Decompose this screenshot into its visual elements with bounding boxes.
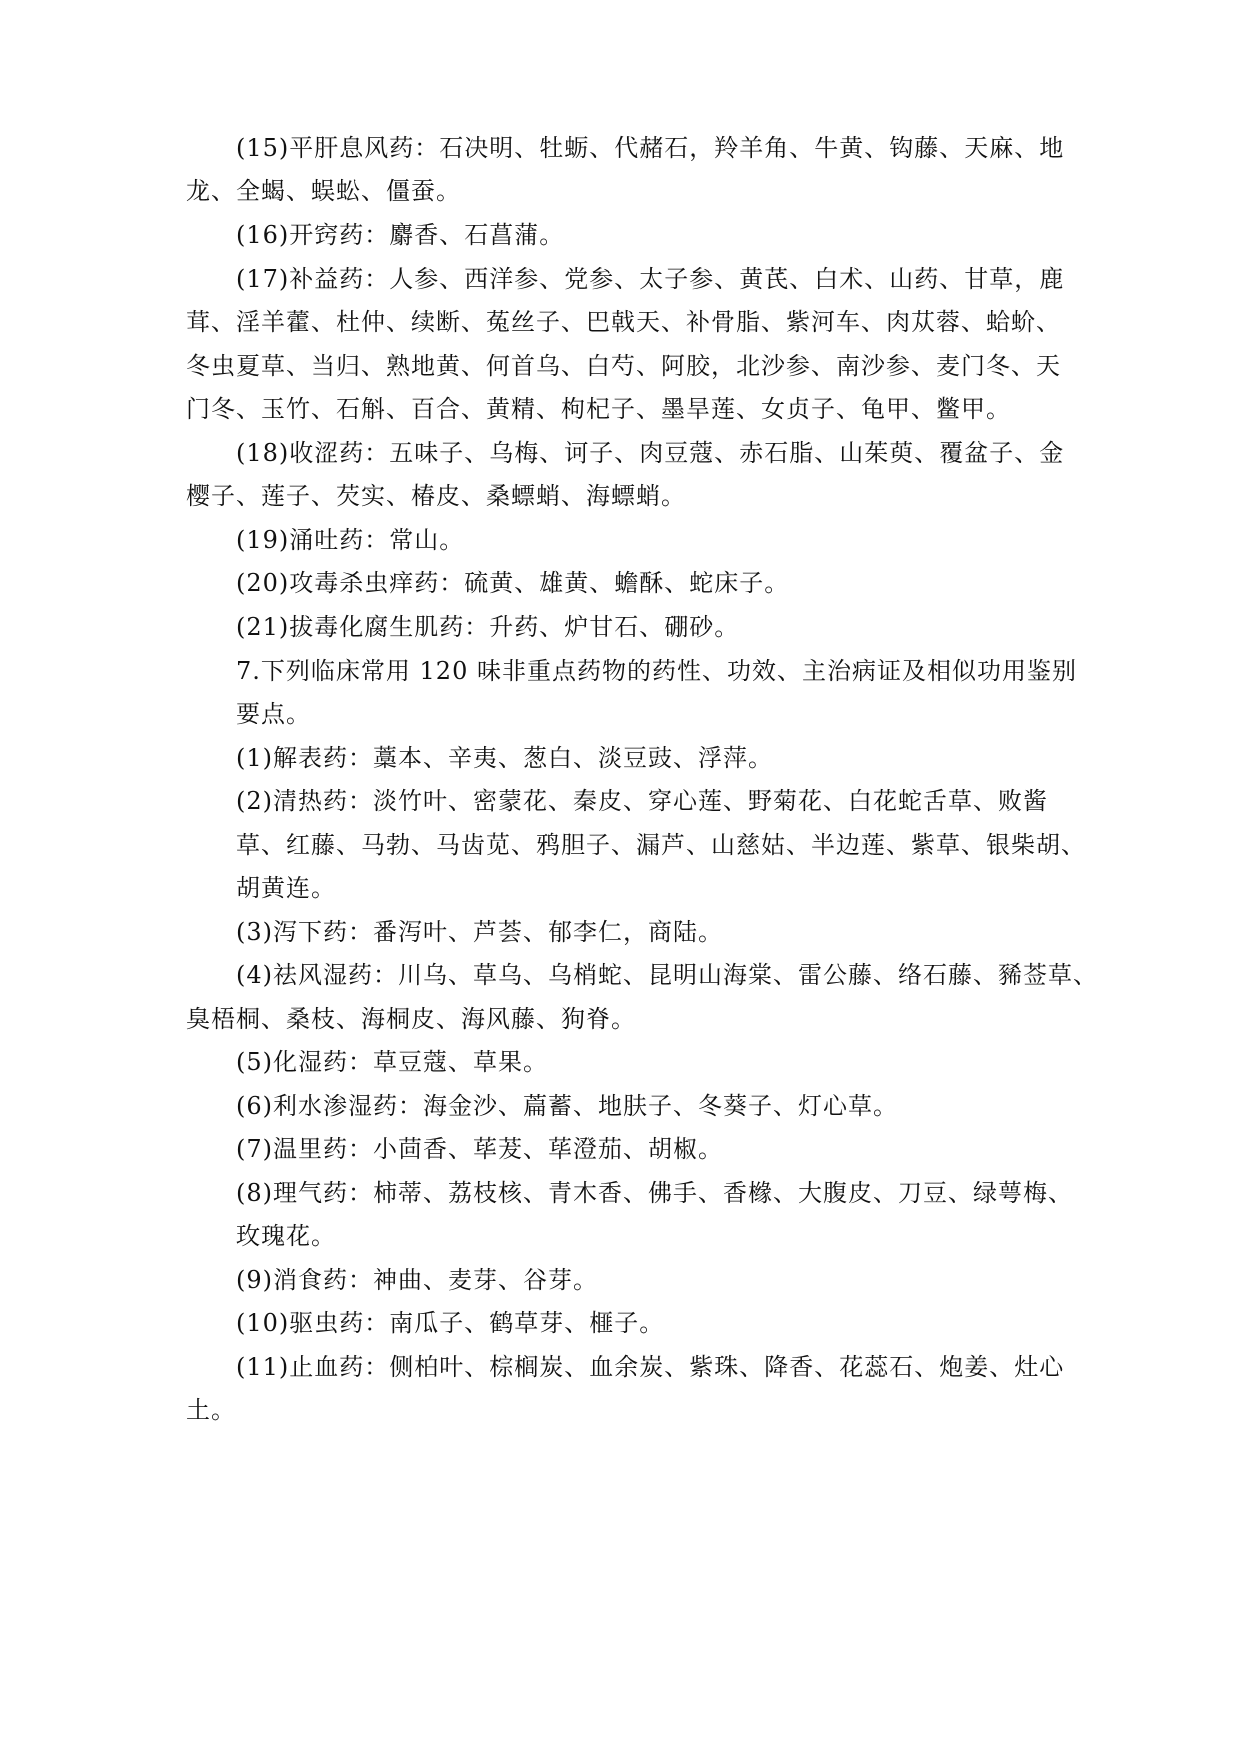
- text-line: (16)开窍药：麝香、石菖蒲。: [236, 221, 565, 249]
- text-line: (9)消食药：神曲、麦芽、谷芽。: [236, 1266, 598, 1294]
- text-line: (3)泻下药：番泻叶、芦荟、郁李仁，商陆。: [236, 918, 723, 946]
- text-line: 玫瑰花。: [236, 1222, 336, 1250]
- text-line: (2)清热药：淡竹叶、密蒙花、秦皮、穿心莲、野菊花、白花蛇舌草、败酱: [236, 787, 1048, 815]
- text-line: 土。: [186, 1396, 236, 1424]
- text-line: (19)涌吐药：常山。: [236, 526, 465, 554]
- text-line: (18)收涩药：五味子、乌梅、诃子、肉豆蔻、赤石脂、山茱萸、覆盆子、金: [236, 439, 1065, 467]
- text-line: (7)温里药：小茴香、荜茇、荜澄茄、胡椒。: [236, 1135, 723, 1163]
- text-line: (5)化湿药：草豆蔻、草果。: [236, 1048, 548, 1076]
- text-line: 草、红藤、马勃、马齿苋、鸦胆子、漏芦、山慈姑、半边莲、紫草、银柴胡、: [236, 831, 1086, 859]
- text-line: (1)解表药：藁本、辛夷、葱白、淡豆豉、浮萍。: [236, 744, 773, 772]
- text-line: (11)止血药：侧柏叶、棕榈炭、血余炭、紫珠、降香、花蕊石、炮姜、灶心: [236, 1353, 1065, 1381]
- text-line: (17)补益药：人参、西洋参、党参、太子参、黄芪、白术、山药、甘草，鹿: [236, 265, 1065, 293]
- text-line: 冬虫夏草、当归、熟地黄、何首乌、白芍、阿胶，北沙参、南沙参、麦门冬、天: [186, 352, 1061, 380]
- text-line: 茸、淫羊藿、杜仲、续断、菟丝子、巴戟天、补骨脂、紫河车、肉苁蓉、蛤蚧、: [186, 308, 1061, 336]
- text-line: 要点。: [236, 700, 311, 728]
- text-line: (8)理气药：柿蒂、荔枝核、青木香、佛手、香橼、大腹皮、刀豆、绿萼梅、: [236, 1179, 1073, 1207]
- text-line: 7.下列临床常用 120 味非重点药物的药性、功效、主治病证及相似功用鉴别: [236, 657, 1077, 685]
- text-line: 臭梧桐、桑枝、海桐皮、海风藤、狗脊。: [186, 1005, 636, 1033]
- text-line: 胡黄连。: [236, 874, 336, 902]
- text-line: 樱子、莲子、芡实、椿皮、桑螵蛸、海螵蛸。: [186, 482, 686, 510]
- text-line: (20)攻毒杀虫痒药：硫黄、雄黄、蟾酥、蛇床子。: [236, 569, 790, 597]
- text-line: (15)平肝息风药：石决明、牡蛎、代赭石，羚羊角、牛黄、钩藤、天麻、地: [236, 134, 1065, 162]
- text-line: 门冬、玉竹、石斛、百合、黄精、枸杞子、墨旱莲、女贞子、龟甲、鳖甲。: [186, 395, 1011, 423]
- text-line: (4)祛风湿药：川乌、草乌、乌梢蛇、昆明山海棠、雷公藤、络石藤、豨莶草、: [236, 961, 1098, 989]
- text-line: (21)拔毒化腐生肌药：升药、炉甘石、硼砂。: [236, 613, 740, 641]
- text-line: 龙、全蝎、蜈蚣、僵蚕。: [186, 177, 461, 205]
- text-line: (6)利水渗湿药：海金沙、萹蓄、地肤子、冬葵子、灯心草。: [236, 1092, 898, 1120]
- text-line: (10)驱虫药：南瓜子、鹤草芽、榧子。: [236, 1309, 665, 1337]
